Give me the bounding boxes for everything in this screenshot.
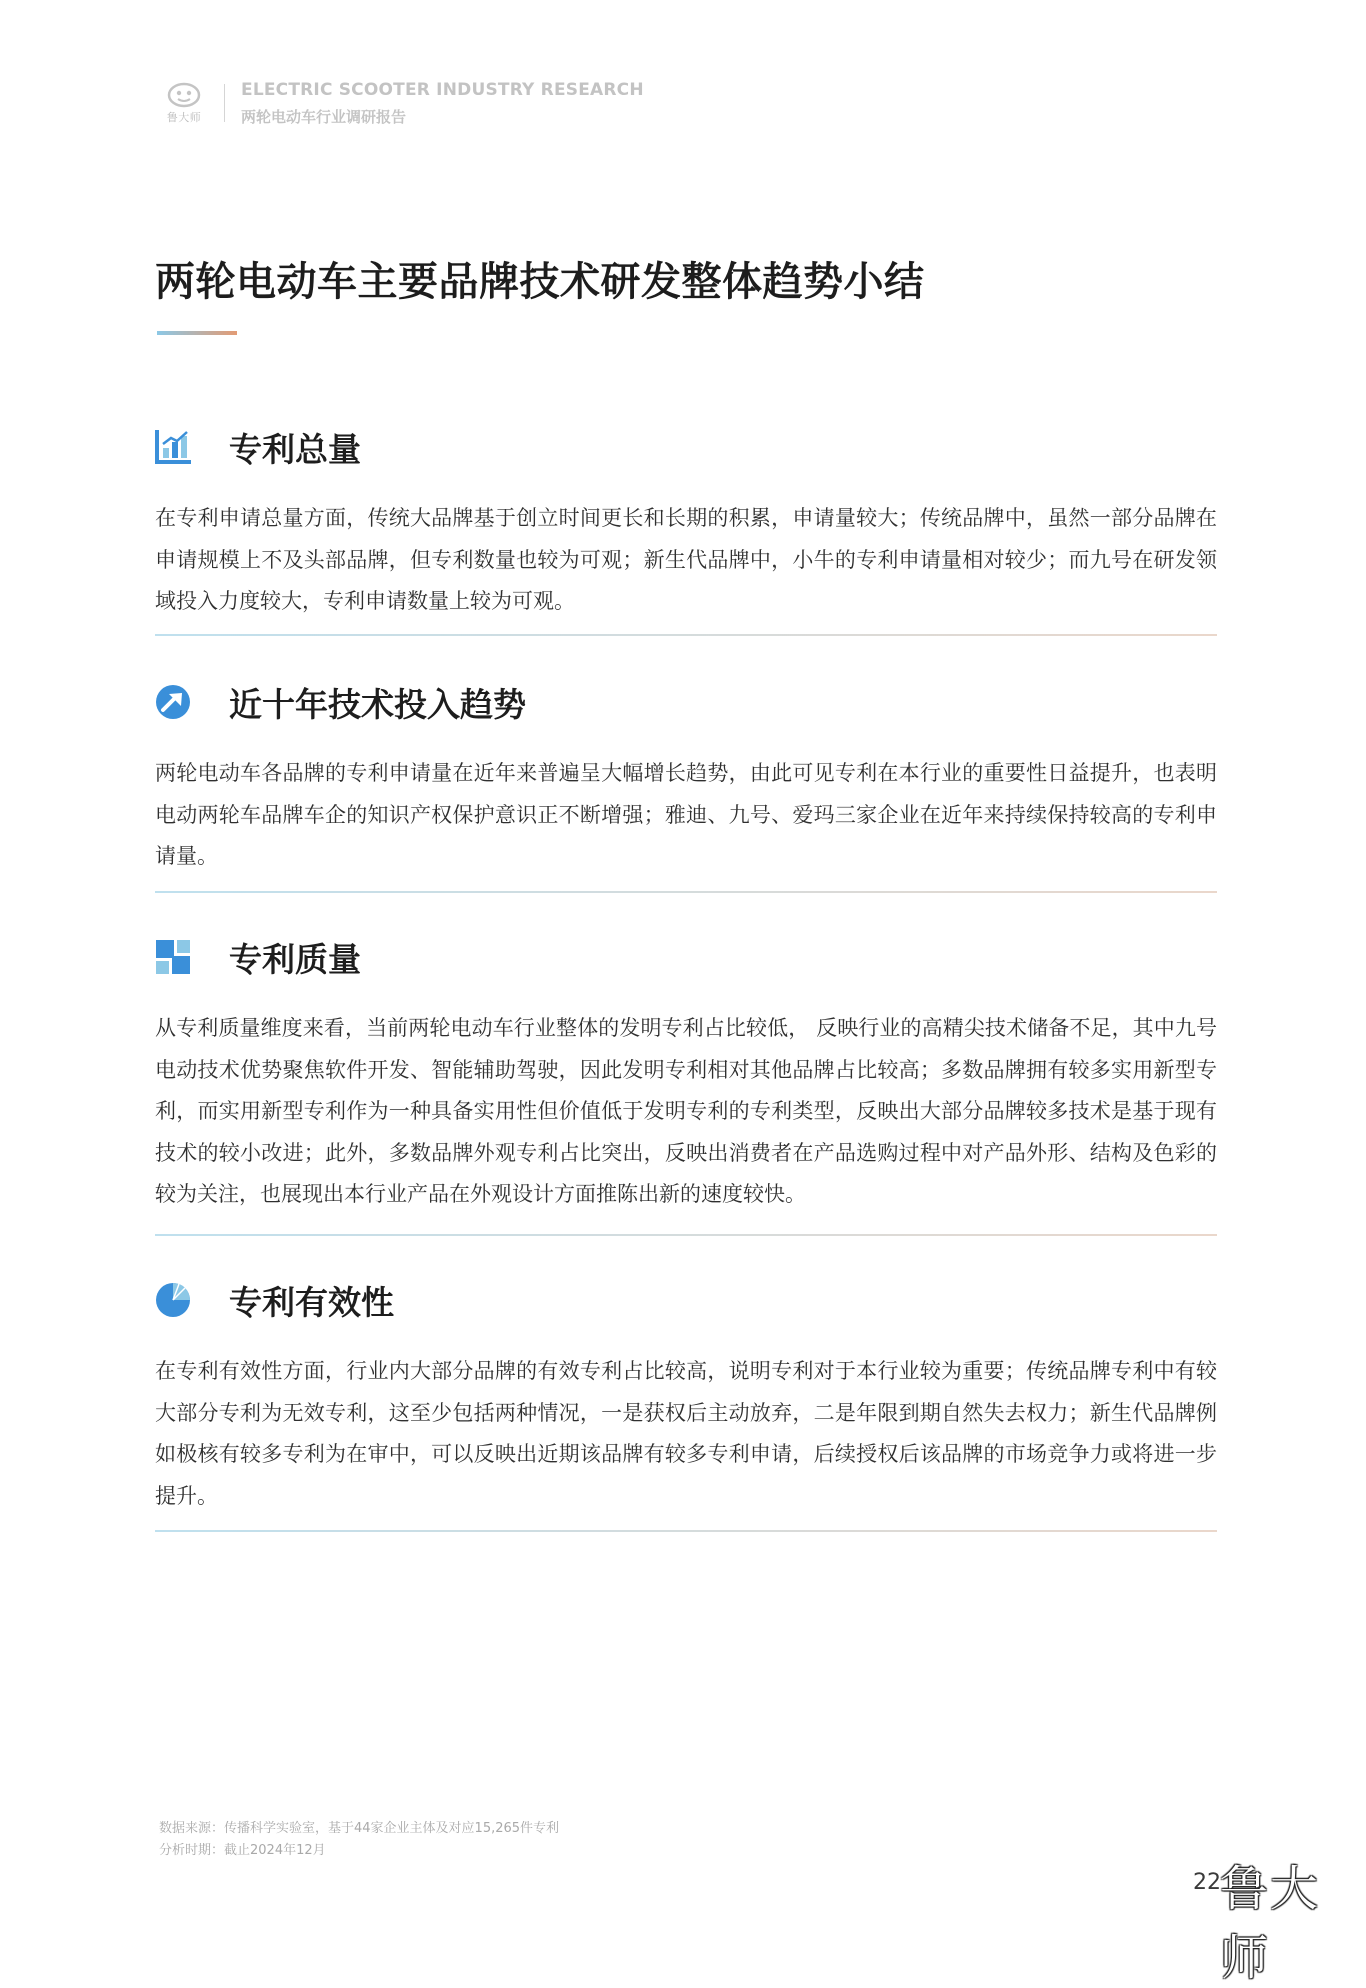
- header-title-cn: 两轮电动车行业调研报告: [241, 107, 407, 126]
- trend-arrow-icon: [155, 684, 191, 720]
- section-header: [155, 1275, 1217, 1325]
- header-titles: [241, 80, 644, 127]
- section-divider: [155, 891, 1217, 893]
- bar-chart-icon: [155, 429, 191, 465]
- section-body: 从专利质量维度来看，当前两轮电动车行业整体的发明专利占比较低， 反映行业的高精尖技术储备不足，其中九号电动技术优势聚焦软件开发、智能辅助驾驶，因此发明专利相对其他品牌占比较高；多数品牌拥有较多实用新型专利，而实用新型专利作为一种具备实用性但价值低于发明专利的专利类型，反映出大部分品牌较多技术是基于现有技术的较小改进；此外，多数品牌外观专利占比突出，反映出消费者在产品选购过程中对产品外形、结构及色彩的较为关注，也展现出本行业产品在外观设计方面推陈出新的速度较快。: [155, 1016, 1217, 1206]
- section-body: 在专利有效性方面，行业内大部分品牌的有效专利占比较高，说明专利对于本行业较为重要；传统品牌专利中有较大部分专利为无效专利，这至少包括两种情况，一是获权后主动放弃，二是年限到期自然失去权力；新生代品牌例如极核有较多专利为在审中，可以反映出近期该品牌有较多专利申请，后续授权后该品牌的市场竞争力或将进一步提升。: [155, 1359, 1217, 1508]
- section-header: [155, 677, 1217, 727]
- page-number: 22: [1193, 1870, 1221, 1895]
- pie-chart-icon: [155, 1282, 191, 1318]
- page-header: [158, 78, 644, 128]
- header-divider: [224, 84, 225, 122]
- section-body: 在专利申请总量方面，传统大品牌基于创立时间更长和长期的积累，申请量较大；传统品牌中，虽然一部分品牌在申请规模上不及头部品牌，但专利数量也较为可观；新生代品牌中，小牛的专利申请量相对较少；而九号在研发领域投入力度较大，专利申请数量上较为可观。: [155, 506, 1217, 613]
- title-underline: [157, 331, 237, 335]
- section-header: [155, 422, 1217, 472]
- section-divider: [155, 1234, 1217, 1236]
- section-body: 两轮电动车各品牌的专利申请量在近年来普遍呈大幅增长趋势，由此可见专利在本行业的重要性日益提升，也表明电动两轮车品牌车企的知识产权保护意识正不断增强；雅迪、九号、爱玛三家企业在近年来持续保持较高的专利申请量。: [155, 761, 1217, 868]
- section-patent-total: [155, 422, 1217, 623]
- section-divider: [155, 1530, 1217, 1532]
- section-patent-quality: [155, 932, 1217, 1216]
- footer-notes: [159, 1818, 559, 1862]
- analysis-period-note: 分析时期：截止2024年12月: [159, 1843, 326, 1858]
- section-title: 专利质量: [229, 939, 361, 979]
- brand-logo: [158, 82, 210, 125]
- section-divider: [155, 634, 1217, 636]
- data-source-note: 数据来源：传播科学实验室，基于44家企业主体及对应15,265件专利: [159, 1821, 560, 1836]
- section-title: 专利有效性: [229, 1282, 394, 1322]
- section-tech-investment-trend: [155, 677, 1217, 878]
- section-title: 近十年技术投入趋势: [229, 684, 526, 724]
- logo-text: 鲁大师: [166, 110, 202, 124]
- lion-logo-icon: [167, 82, 201, 108]
- section-patent-validity: [155, 1275, 1217, 1517]
- quality-blocks-icon: [155, 939, 191, 975]
- header-title-en: ELECTRIC SCOOTER INDUSTRY RESEARCH: [241, 79, 644, 100]
- section-title: 专利总量: [229, 429, 361, 469]
- section-header: [155, 932, 1217, 982]
- watermark: 鲁大师: [1220, 1861, 1321, 1986]
- page-title: 两轮电动车主要品牌技术研发整体趋势小结: [155, 259, 925, 305]
